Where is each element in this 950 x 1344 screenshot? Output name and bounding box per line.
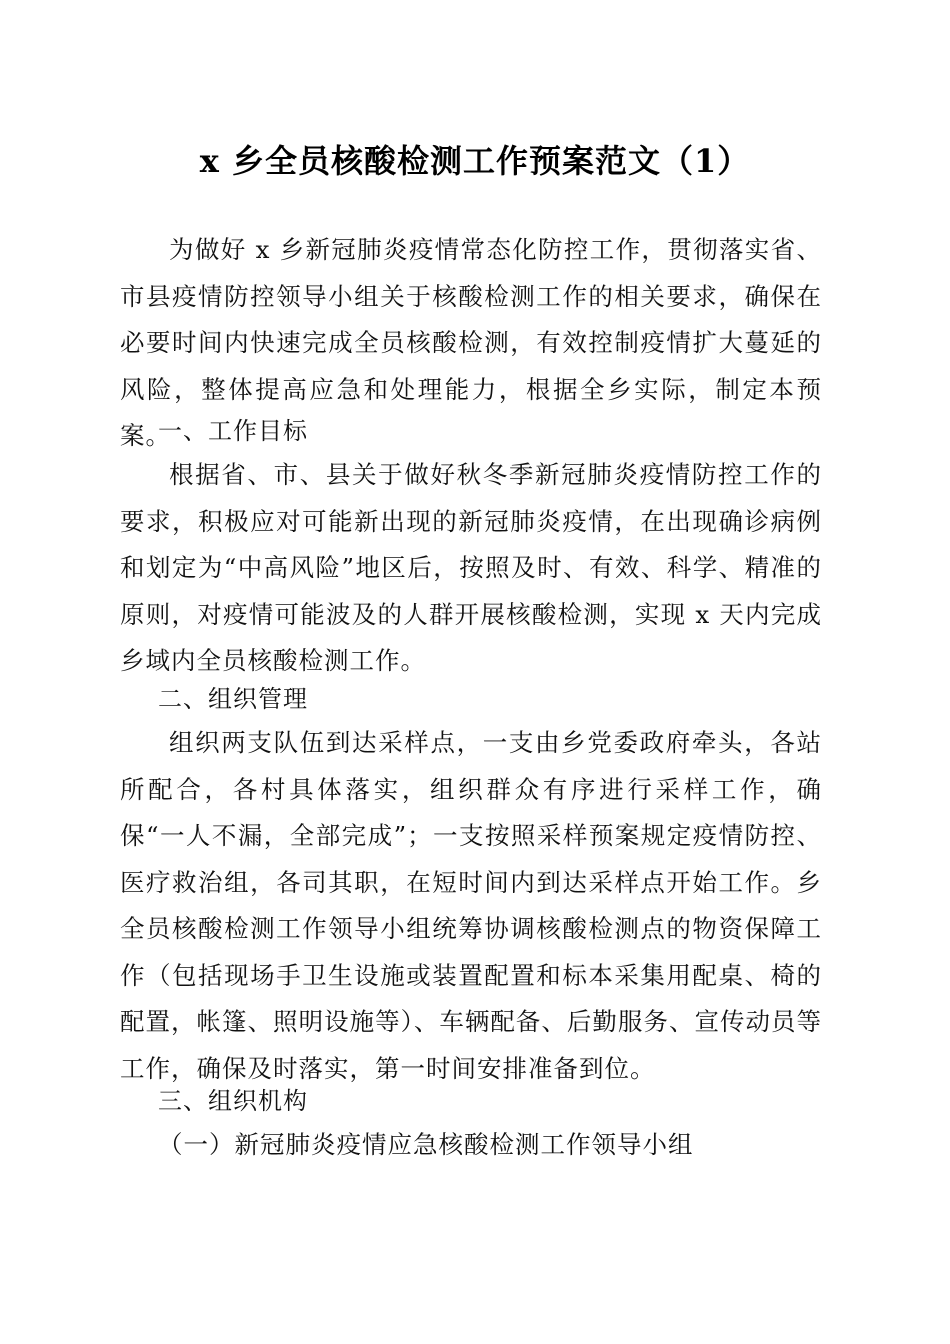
subsection-heading-leading-group: （一）新冠肺炎疫情应急核酸检测工作领导小组 <box>158 1130 694 1159</box>
section-heading-organization: 三、组织机构 <box>158 1087 308 1115</box>
goals-paragraph: 根据省、市、县关于做好秋冬季新冠肺炎疫情防控工作的要求，积极应对可能新出现的新冠肺炎疫情，在出现确诊病例和划定为“中高风险”地区后，按照及时、有效、科学、精准的原则，对疫情可能波及的人群开展核酸检测，实现 x 天内完成乡域内全员核酸检测工作。 <box>120 460 822 675</box>
section-heading-management: 二、组织管理 <box>158 685 308 713</box>
intro-paragraph: 为做好 x 乡新冠肺炎疫情常态化防控工作，贯彻落实省、市县疫情防控领导小组关于核酸检测工作的相关要求，确保在必要时间内快速完成全员核酸检测，有效控制疫情扩大蔓延的风险，整体提高应急和处理能力，根据全乡实际，制定本预案。 <box>120 235 822 450</box>
section-heading-goals: 一、工作目标 <box>158 417 308 445</box>
document-title: x 乡全员核酸检测工作预案范文（1） <box>199 142 751 180</box>
management-paragraph: 组织两支队伍到达采样点，一支由乡党委政府牵头，各站所配合，各村具体落实，组织群众有序进行采样工作，确保“一人不漏，全部完成”；一支按照采样预案规定疫情防控、医疗救治组，各司其职，在短时间内到达采样点开始工作。乡全员核酸检测工作领导小组统筹协调核酸检测点的物资保障工作（包括现场手卫生设施或装置配置和标本采集用配桌、椅的配置，帐篷、照明设施等）、车辆配备、后勤服务、宣传动员等工作，确保及时落实，第一时间安排准备到位。 <box>120 728 822 1083</box>
